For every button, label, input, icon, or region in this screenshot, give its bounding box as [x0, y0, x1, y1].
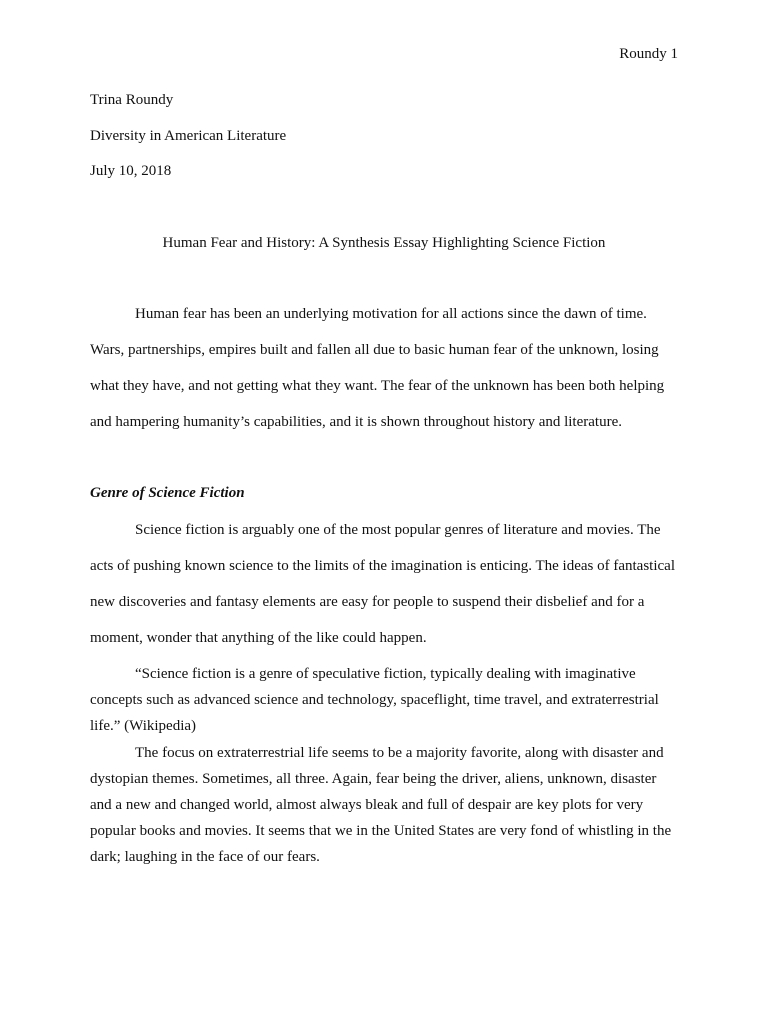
- essay-date: July 10, 2018: [90, 163, 172, 179]
- block-quote: “Science fiction is a genre of speculative fiction, typically dealing with imaginative concepts such as advanced science and technology, spaceflight, time travel, and extraterrestrial life.” (Wikipedia): [90, 666, 659, 734]
- section-paragraph-1: Science fiction is arguably one of the most popular genres of literature and movies. The acts of pushing known science to the limits of the imagination is enticing. The ideas of fantastical new discoveries and fantasy elements are easy for people to suspend their disbelief and for a moment, wonder that anything of the like could happen.: [90, 522, 675, 646]
- essay-title: Human Fear and History: A Synthesis Essay Highlighting Science Fiction: [162, 235, 606, 251]
- intro-paragraph: Human fear has been an underlying motivation for all actions since the dawn of time. Wars, partnerships, empires built and fallen all due to basic human fear of the unknown, losing what they have, and not getting what they want. The fear of the unknown has been both helping and hampering humanity’s capabilities, and it is shown throughout history and literature.: [90, 306, 665, 430]
- running-header: Roundy 1: [619, 46, 678, 62]
- course-name: Diversity in American Literature: [90, 128, 287, 144]
- section-paragraph-2: The focus on extraterrestrial life seems to be a majority favorite, along with disaster and dystopian themes. Sometimes, all three. Again, fear being the driver, aliens, unknown, disaster and a new and changed world, almost always bleak and full of despair are key plots for very popular books and movies. It seems that we in the United States are very fond of whistling in the dark; laughing in the face of our fears.: [90, 745, 672, 865]
- section-heading: Genre of Science Fiction: [90, 485, 245, 501]
- author-name: Trina Roundy: [90, 92, 174, 108]
